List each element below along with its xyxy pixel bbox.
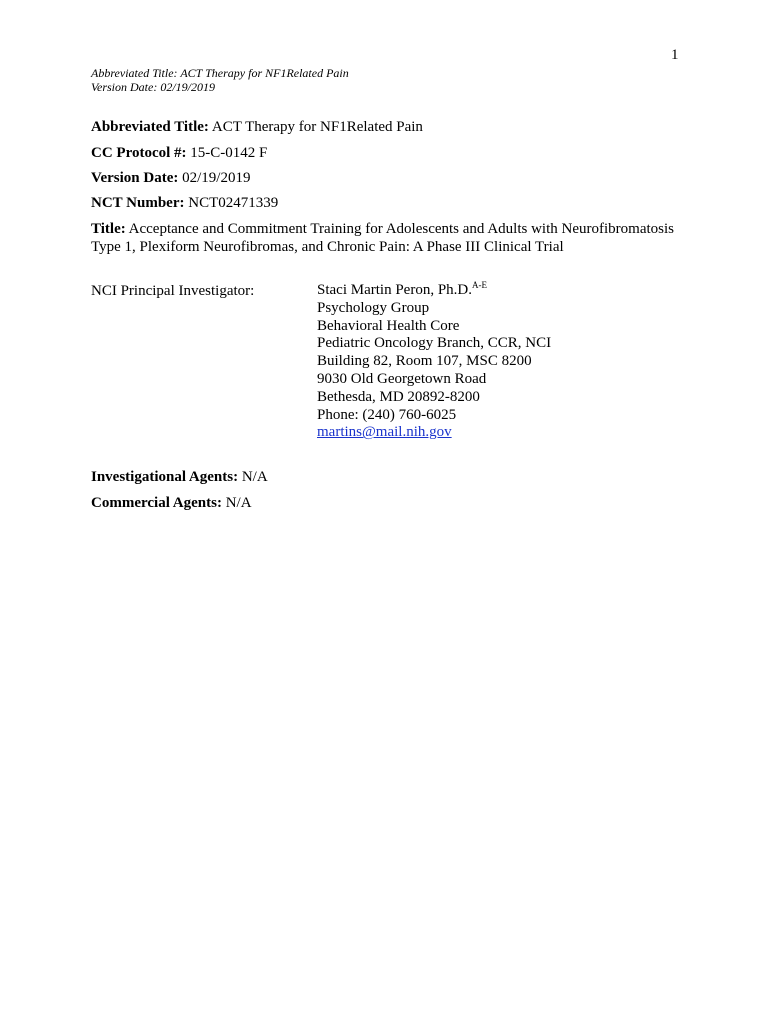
protocol-title-value: Acceptance and Commitment Training for Adolescents and Adults with Neurofibromatosis Type 1, Plexiform Neurofibromas, and Chronic Pain: A Phase III Clinical Trial <box>91 221 674 255</box>
nct-number-field <box>91 194 278 212</box>
page-number: 1 <box>671 47 679 63</box>
investigator-street: 9030 Old Georgetown Road <box>317 370 487 387</box>
abbreviated-title-label: Abbreviated Title: <box>91 119 209 135</box>
investigational-agents-label: Investigational Agents: <box>91 469 239 485</box>
commercial-agents-field <box>91 494 252 512</box>
investigational-agents-value: N/A <box>241 469 268 485</box>
investigator-city: Bethesda, MD 20892-8200 <box>317 388 480 405</box>
commercial-agents-label: Commercial Agents: <box>91 495 222 511</box>
principal-investigator-label: NCI Principal Investigator: <box>91 283 255 299</box>
nct-number-label: NCT Number: <box>91 195 185 211</box>
running-header-title: Abbreviated Title: ACT Therapy for NF1Related Pain <box>91 66 349 80</box>
version-date-field <box>91 169 250 187</box>
investigator-group: Psychology Group <box>317 299 430 316</box>
principal-investigator-contact <box>317 282 551 442</box>
investigator-name-line <box>317 282 551 300</box>
protocol-title-field <box>91 220 681 256</box>
abbreviated-title-value: ACT Therapy for NF1Related Pain <box>211 119 423 135</box>
investigator-name-superscript: A-E <box>472 280 487 290</box>
cc-protocol-field <box>91 144 267 162</box>
investigator-core: Behavioral Health Core <box>317 317 460 334</box>
abbreviated-title-field <box>91 118 423 136</box>
cc-protocol-label: CC Protocol #: <box>91 145 187 161</box>
nct-number-value: NCT02471339 <box>188 195 279 211</box>
version-date-label: Version Date: <box>91 170 179 186</box>
investigational-agents-field <box>91 468 268 486</box>
investigator-email-link[interactable]: martins@mail.nih.gov <box>317 424 452 441</box>
commercial-agents-value: N/A <box>225 495 252 511</box>
running-header <box>91 66 349 94</box>
running-header-version-date: Version Date: 02/19/2019 <box>91 80 215 94</box>
investigator-branch: Pediatric Oncology Branch, CCR, NCI <box>317 335 552 352</box>
cc-protocol-value: 15-C-0142 F <box>190 145 268 161</box>
protocol-title-label: Title: <box>91 221 126 237</box>
investigator-phone: Phone: (240) 760-6025 <box>317 406 457 423</box>
version-date-value: 02/19/2019 <box>182 170 251 186</box>
investigator-building: Building 82, Room 107, MSC 8200 <box>317 353 532 370</box>
investigator-name: Staci Martin Peron, Ph.D. <box>317 282 472 298</box>
